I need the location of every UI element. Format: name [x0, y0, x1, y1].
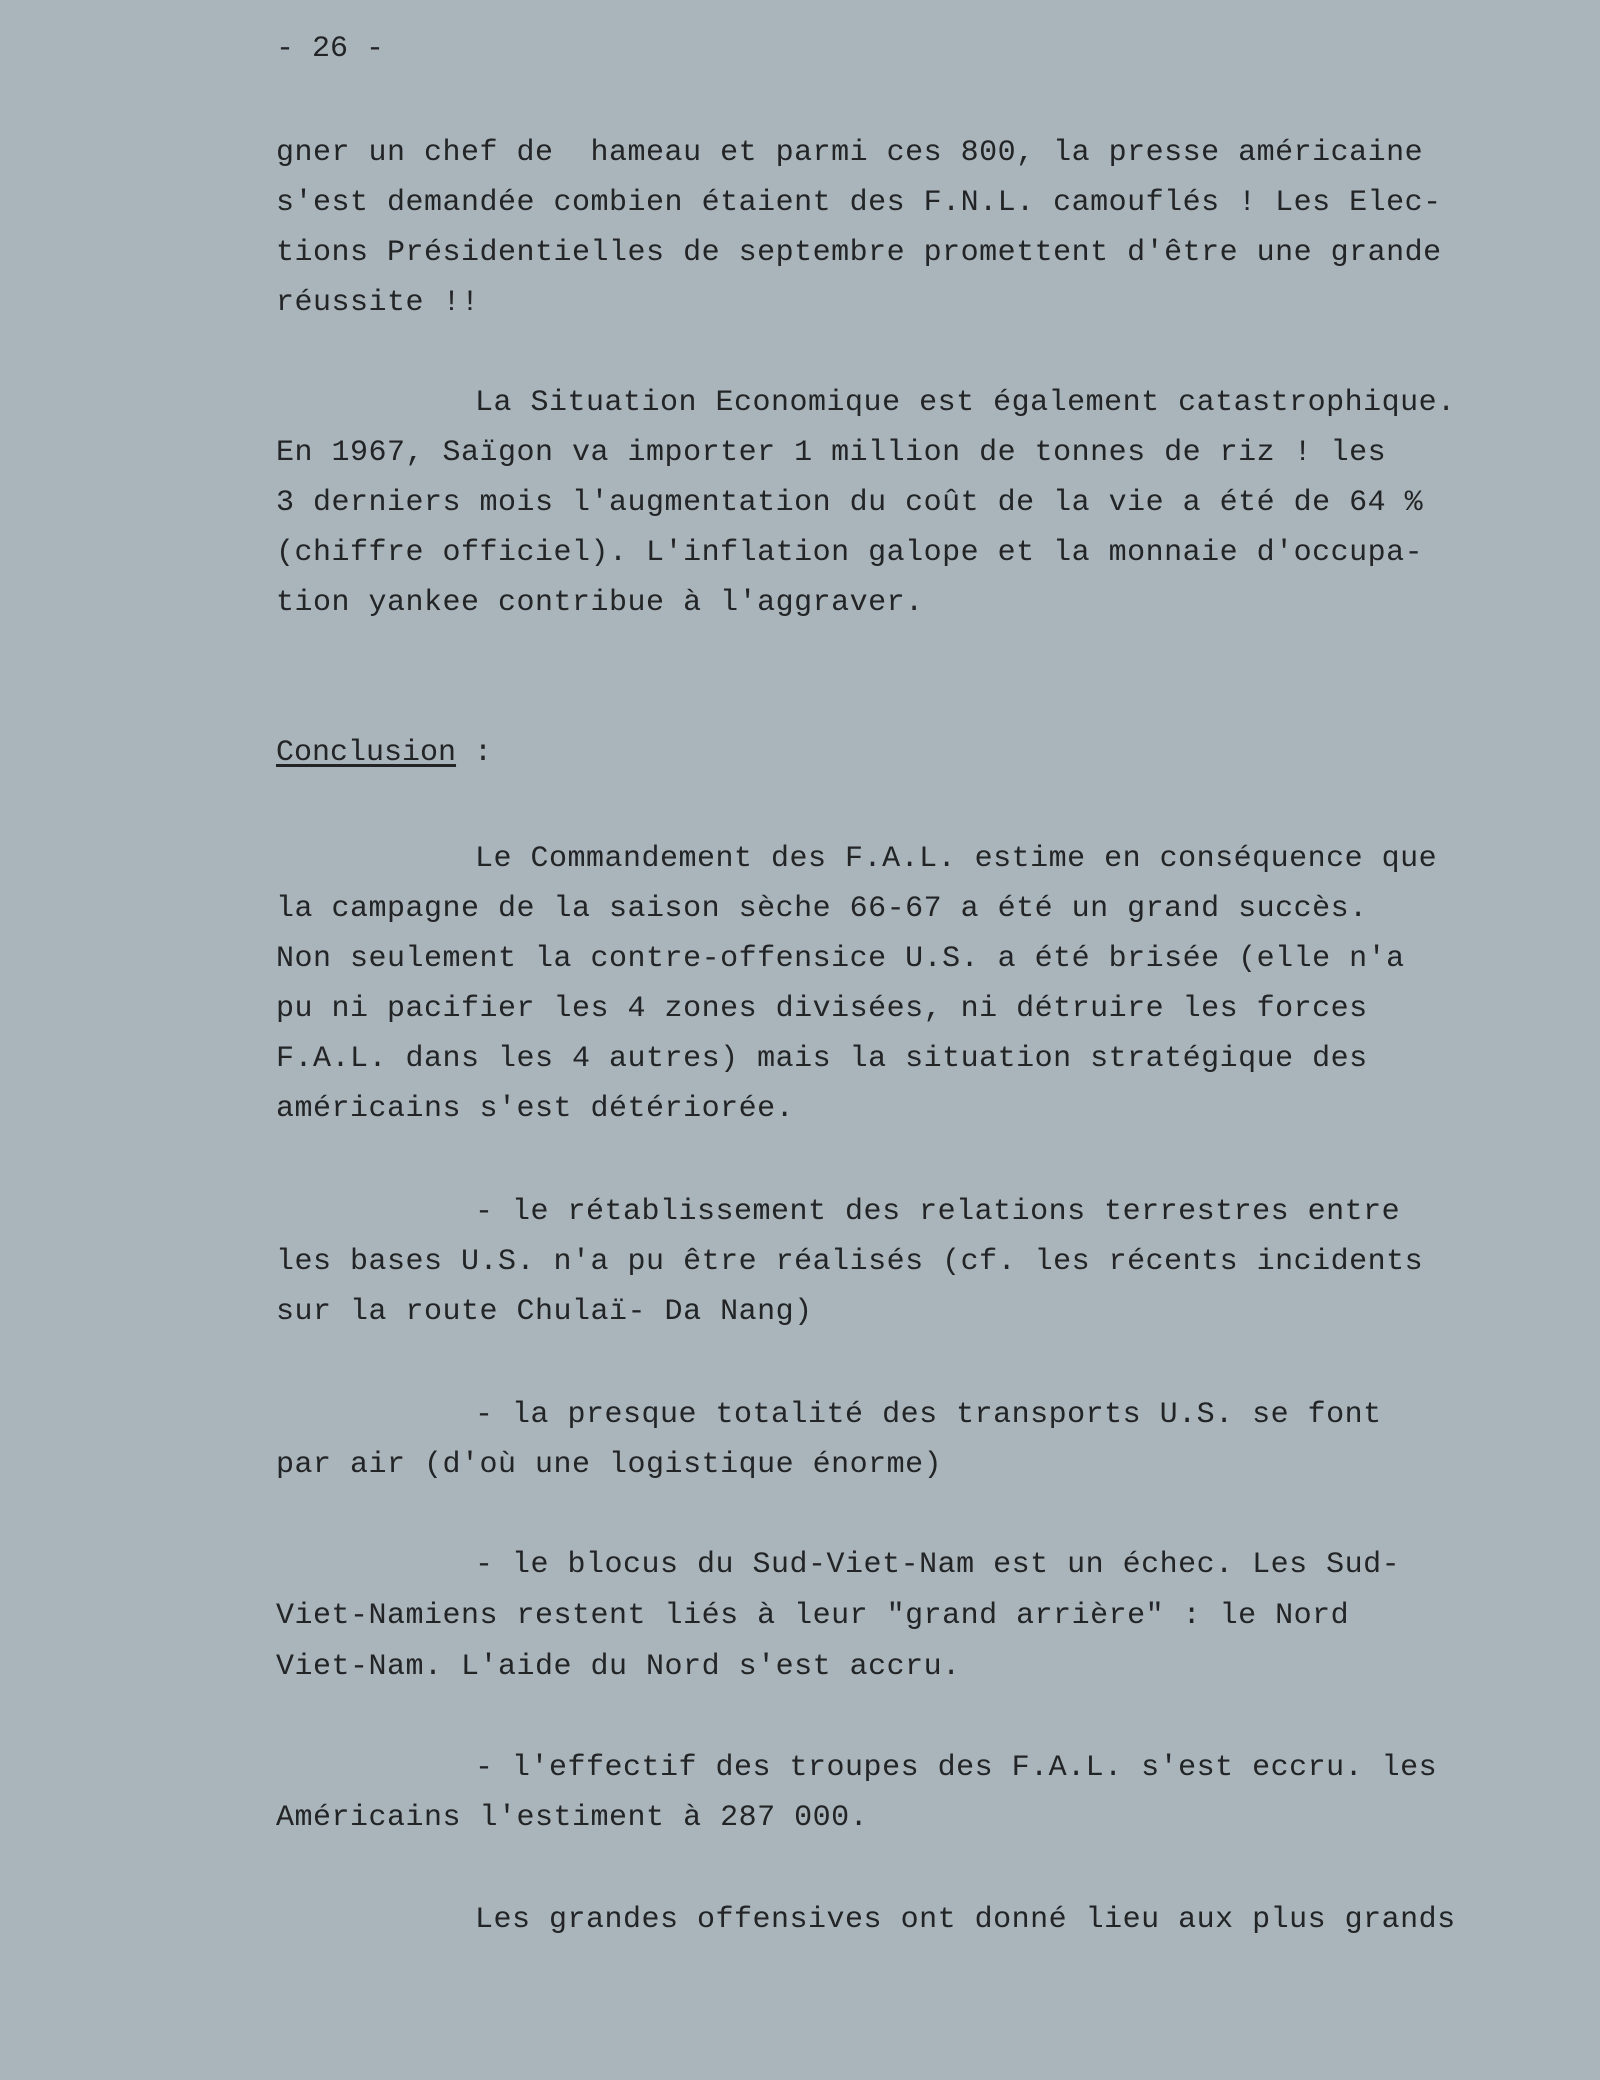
conclusion-heading: Conclusion	[276, 736, 457, 770]
text-line: la campagne de la saison sèche 66-67 a été un grand succès.	[276, 892, 1368, 926]
text-line: F.A.L. dans les 4 autres) mais la situation stratégique des	[276, 1042, 1368, 1076]
text-line: Non seulement la contre-offensice U.S. a été brisée (elle n'a	[276, 942, 1405, 976]
section-heading	[276, 728, 492, 778]
text-line: Le Commandement des F.A.L. estime en conséquence que	[475, 842, 1438, 876]
text-line: s'est demandée combien étaient des F.N.L. camouflés ! Les Elec-	[276, 186, 1442, 220]
text-line: sur la route Chulaï- Da Nang)	[276, 1295, 813, 1329]
text-line: réussite !!	[276, 286, 480, 320]
text-line: les bases U.S. n'a pu être réalisés (cf. les récents incidents	[276, 1245, 1424, 1279]
text-line: Viet-Nam. L'aide du Nord s'est accru.	[276, 1650, 961, 1684]
text-line: Américains l'estiment à 287 000.	[276, 1801, 869, 1835]
text-line: tion yankee contribue à l'aggraver.	[276, 586, 924, 620]
text-line: - le rétablissement des relations terrestres entre	[475, 1195, 1401, 1229]
heading-colon: :	[456, 736, 493, 770]
text-line: Viet-Namiens restent liés à leur "grand arrière" : le Nord	[276, 1599, 1350, 1633]
text-line: par air (d'où une logistique énorme)	[276, 1448, 943, 1482]
page-number: - 26 -	[276, 32, 385, 66]
text-line: Les grandes offensives ont donné lieu aux plus grands	[475, 1903, 1456, 1937]
text-line: En 1967, Saïgon va importer 1 million de tonnes de riz ! les	[276, 436, 1387, 470]
text-line: - la presque totalité des transports U.S. se font	[475, 1398, 1382, 1432]
text-line: gner un chef de hameau et parmi ces 800, la presse américaine	[276, 136, 1424, 170]
text-line: 3 derniers mois l'augmentation du coût de la vie a été de 64 %	[276, 486, 1424, 520]
text-line: - l'effectif des troupes des F.A.L. s'est eccru. les	[475, 1751, 1438, 1785]
text-line: américains s'est détériorée.	[276, 1092, 795, 1126]
text-line: (chiffre officiel). L'inflation galope et la monnaie d'occupa-	[276, 536, 1424, 570]
text-line: La Situation Economique est également catastrophique.	[475, 386, 1456, 420]
text-line: - le blocus du Sud-Viet-Nam est un échec. Les Sud-	[475, 1548, 1401, 1582]
text-line: tions Présidentielles de septembre promettent d'être une grande	[276, 236, 1442, 270]
text-line: pu ni pacifier les 4 zones divisées, ni détruire les forces	[276, 992, 1368, 1026]
